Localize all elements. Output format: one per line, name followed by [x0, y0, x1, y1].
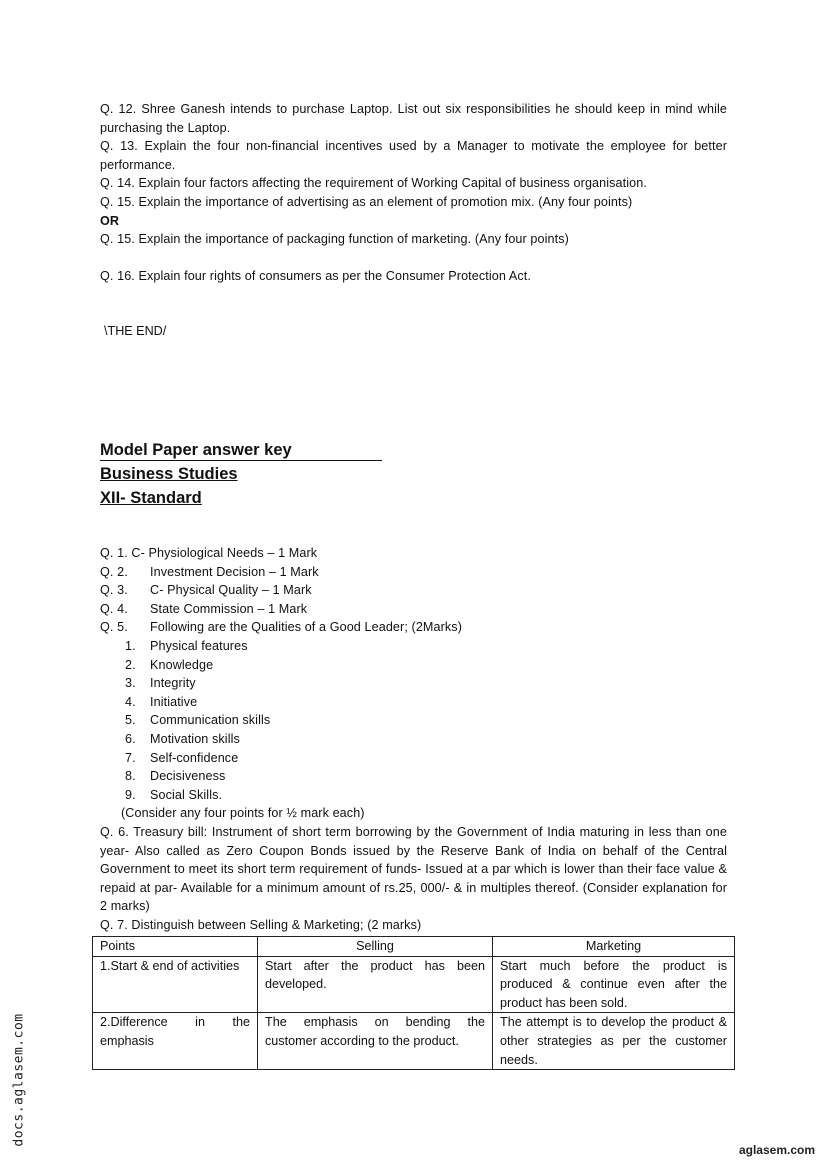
- question-15-advertising: Q. 15. Explain the importance of advertising as an element of promotion mix. (Any four points): [100, 194, 633, 209]
- answers-section: [100, 544, 727, 934]
- answer-5-note: (Consider any four points for ½ mark each): [121, 806, 365, 821]
- table-cell: The attempt is to develop the product & other strategies as per the customer needs.: [493, 1013, 735, 1070]
- table-cell: 2.Difference in the emphasis: [93, 1013, 258, 1070]
- answer-text: Following are the Qualities of a Good Leader; (2Marks): [150, 620, 462, 635]
- standard-title: XII- Standard: [100, 489, 202, 507]
- table-header-row: [93, 937, 735, 957]
- table-cell: The emphasis on bending the customer according to the product.: [258, 1013, 493, 1070]
- or-label: OR: [100, 213, 120, 228]
- answer-number: Q. 3.: [100, 583, 128, 598]
- watermark: [4, 1000, 34, 1160]
- answer-number: Q. 2.: [100, 564, 128, 579]
- table-cell: Start much before the product is produced & continue even after the product has been sold.: [493, 956, 735, 1013]
- table-row: [93, 1013, 735, 1070]
- table-cell: Start after the product has been developed.: [258, 956, 493, 1013]
- table-row: [93, 956, 735, 1013]
- list-item: 5. Communication skills: [125, 713, 271, 728]
- answer-number: Q. 5.: [100, 620, 128, 635]
- answer-text: Investment Decision – 1 Mark: [150, 564, 319, 579]
- list-item: 8. Decisiveness: [125, 769, 226, 784]
- subject-title: Business Studies: [100, 465, 238, 483]
- answer-key-title: Model Paper answer key: [100, 441, 382, 461]
- question-13: Q. 13. Explain the four non-financial incentives used by a Manager to motivate the employee for better performance.: [100, 139, 727, 172]
- the-end-marker: \THE END/: [104, 324, 167, 338]
- answer-1: Q. 1. C- Physiological Needs – 1 Mark: [100, 546, 318, 560]
- answer-4: [100, 600, 727, 619]
- list-item: 1. Physical features: [125, 638, 248, 653]
- question-12: Q. 12. Shree Ganesh intends to purchase Laptop. List out six responsibilities he should keep in mind while purchasing the Laptop.: [100, 102, 727, 135]
- footer-brand: aglasem.com: [738, 1143, 815, 1157]
- column-header: Selling: [258, 937, 493, 957]
- questions-section: [100, 100, 727, 286]
- list-item: 2. Knowledge: [125, 657, 214, 672]
- answer-2: [100, 563, 727, 582]
- table-cell: 1.Start & end of activities: [93, 956, 258, 1013]
- answer-5: [100, 618, 727, 637]
- list-item: 9. Social Skills.: [125, 787, 223, 802]
- question-14: Q. 14. Explain four factors affecting the requirement of Working Capital of business organisation.: [100, 176, 647, 191]
- list-item: 7. Self-confidence: [125, 750, 239, 765]
- list-item: 4. Initiative: [125, 694, 198, 709]
- column-header: Points: [93, 937, 258, 957]
- answer-key-heading: [100, 438, 382, 510]
- answer-number: Q. 4.: [100, 601, 128, 616]
- answer-text: State Commission – 1 Mark: [150, 601, 308, 616]
- question-16: Q. 16. Explain four rights of consumers as per the Consumer Protection Act.: [100, 269, 531, 284]
- answer-6: Q. 6. Treasury bill: Instrument of short term borrowing by the Government of India maturing in less than one year- Also called as Zero Coupon Bonds issued by the Reserve Bank of India on behalf of the Central Government to meet its short term requirement of funds- Issued at a par which is lower than their face value & repaid at par- Available for a minimum amount of rs.25, 000/- & in multiples thereof. (Consider explanation for 2 marks): [100, 824, 727, 914]
- list-item: 3. Integrity: [125, 676, 196, 691]
- list-item: 6. Motivation skills: [125, 731, 240, 746]
- column-header: Marketing: [493, 937, 735, 957]
- question-15-packaging: Q. 15. Explain the importance of packaging function of marketing. (Any four points): [100, 232, 569, 247]
- answer-7: Q. 7. Distinguish between Selling & Marketing; (2 marks): [100, 917, 422, 932]
- selling-vs-marketing-table: [92, 936, 735, 1070]
- answer-3: [100, 581, 727, 600]
- watermark-text: docs.aglasem.com: [11, 1013, 27, 1147]
- leader-qualities-list: [100, 637, 727, 804]
- answer-text: C- Physical Quality – 1 Mark: [150, 583, 312, 598]
